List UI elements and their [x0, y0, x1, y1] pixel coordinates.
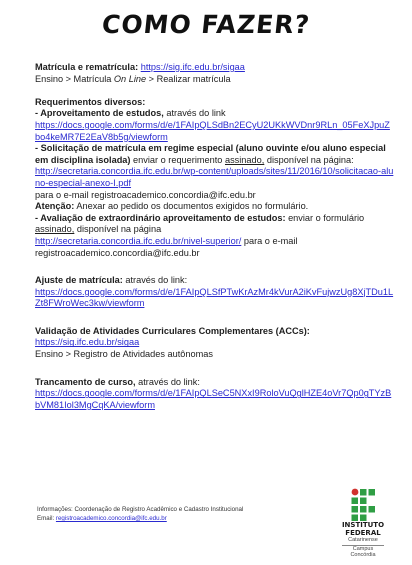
footer-info: Informações: Coordenação de Registro Acadêmico e Cadastro Institucional [37, 506, 244, 513]
matricula-link[interactable]: https://sig.ifc.edu.br/sigaa [140, 62, 245, 72]
especial-text-1: enviar o requerimento [130, 154, 225, 165]
matricula-path-prefix: Ensino > Matrícula [35, 73, 114, 84]
ajuste-heading: Ajuste de matrícula: [35, 275, 123, 286]
especial-line [35, 143, 395, 166]
matricula-path-suffix: > Realizar matrícula [146, 73, 231, 84]
logo-line-4: Campus [342, 545, 384, 553]
trancamento-text: através do link: [135, 376, 200, 387]
aproveitamento-text: através do link [163, 108, 226, 119]
aproveitamento-heading: - Aproveitamento de estudos, [35, 108, 164, 119]
ajuste-link[interactable]: https://docs.google.com/forms/d/e/1FAIpQLSfPTwKrAzMr4kVurA2iKvFujwzUg8XjTDu1LZt8FWroWec3kw/viewform [35, 286, 394, 309]
extraordinario-text-2: disponível na página [74, 224, 162, 235]
logo-square [352, 506, 359, 513]
aproveitamento-line [35, 108, 395, 120]
matricula-path [35, 74, 395, 86]
logo-red-dot [352, 489, 359, 496]
trancamento-line [35, 377, 395, 389]
aproveitamento-link[interactable]: https://docs.google.com/forms/d/e/1FAIpQLSdBn2ECyU2UKkWVDnr9RLn_05FeXJpuZbo4keMR7E2EaV8b5g/viewform [35, 119, 390, 142]
logo-line-2: FEDERAL [345, 528, 381, 537]
logo-square [369, 489, 376, 496]
trancamento-heading: Trancamento de curso, [35, 376, 136, 387]
extraordinario-text-1: enviar o formulário [285, 212, 365, 223]
matricula-section [35, 62, 395, 74]
instructions-content [35, 62, 395, 411]
extraordinario-line [35, 213, 395, 236]
page-title: COMO FAZER? [100, 10, 312, 39]
extraordinario-heading: - Avaliação de extraordinário aproveitamento de estudos: [35, 212, 286, 223]
institute-logo-icon [350, 488, 376, 522]
trancamento-link[interactable]: https://docs.google.com/forms/d/e/1FAIpQLSeC5NXxI9RoloVuQglHZE4oVr7Qp0gTYzBbVM81Iol3MgCqKA/viewform [35, 388, 392, 410]
extraordinario-email: registroacademico.concordia@ifc.edu.br [35, 247, 200, 258]
extraordinario-text-3: para o e-mail [241, 235, 298, 246]
especial-link[interactable]: http://secretaria.concordia.ifc.edu.br/wp-content/uploads/sites/11/2016/10/solicitacao-aluno-especial-anexo-I.pdf [35, 166, 394, 188]
logo-square [352, 498, 359, 505]
atencao-label: Atenção: [35, 201, 75, 212]
logo-square [369, 506, 376, 513]
requerimentos-heading: Requerimentos diversos: [35, 96, 146, 107]
logo-line-5: Concórdia [350, 552, 376, 558]
validacao-link[interactable]: https://sig.ifc.edu.br/sigaa [35, 337, 140, 348]
logo-line-3: Catarinense [348, 537, 378, 543]
logo-line-1: INSTITUTO [341, 521, 385, 529]
validacao-path: Ensino > Registro de Atividades autônomas [35, 349, 213, 360]
ajuste-text: através do link: [122, 275, 188, 286]
institute-logo [332, 488, 394, 558]
footer-email-link[interactable]: registroacademico.concordia@ifc.edu.br [55, 515, 167, 522]
atencao-text: Anexar ao pedido os documentos exigidos no formulário. [74, 201, 309, 212]
logo-square [360, 506, 367, 513]
footer-email-label: Email: [37, 515, 56, 522]
matricula-path-italic: On Line [113, 73, 147, 84]
logo-square [360, 489, 367, 496]
extraordinario-link[interactable]: http://secretaria.concordia.ifc.edu.br/nivel-superior/ [35, 235, 242, 246]
especial-assinado: assinado, [224, 154, 265, 165]
footer-email-line [37, 514, 317, 523]
especial-heading: - Solicitação de matrícula em regime especial (aluno ouvinte e/ou aluno especial em disciplina isolada) [35, 143, 386, 165]
matricula-heading: Matrícula e rematrícula: [35, 62, 139, 72]
extraordinario-link-line [35, 236, 395, 248]
especial-email-line: para o e-mail registroacademico.concordia@ifc.edu.br [35, 189, 256, 200]
especial-text-2: disponível na página: [264, 154, 354, 165]
validacao-heading: Validação de Atividades Curriculares Complementares (ACCs): [35, 325, 310, 336]
logo-square [360, 498, 367, 505]
atencao-line [35, 201, 395, 213]
ajuste-line [35, 275, 395, 287]
footer [37, 505, 317, 523]
extraordinario-assinado: assinado, [35, 224, 75, 235]
